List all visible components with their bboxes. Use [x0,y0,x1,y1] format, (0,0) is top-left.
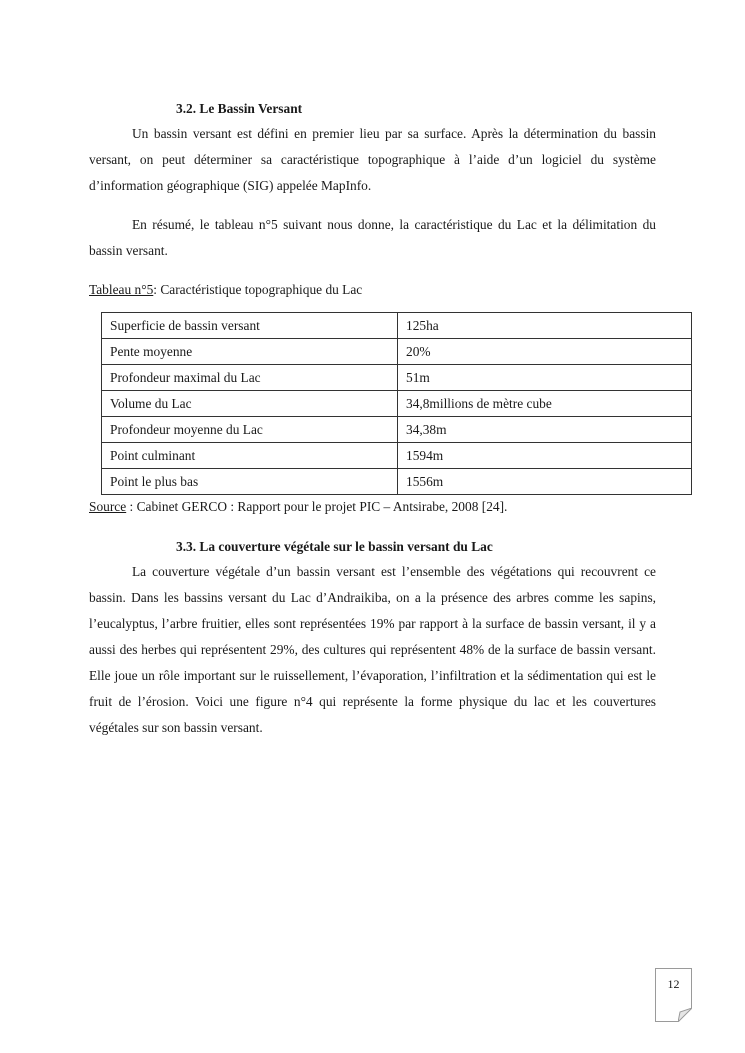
table-row [102,417,692,443]
section-3-3-paragraph: La couverture végétale d’un bassin versant est l’ensemble des végétations qui recouvrent ce bassin. Dans les bassins versant du Lac d’Andraikiba, on a la présence des arbres comme les sapins, l’eucalyptus, l’arbre fruitier, elles sont représentées 19% par rapport à la surface de bassin versant, il y a aussi des herbes qui représentent 29%, des cultures qui représentent 48% de la surface de bassin versant. Elle joue un rôle important sur le ruissellement, l’évaporation, l’infiltration et la sédimentation qui est le fruit de l’érosion. Voici une figure n°4 qui représente la forme physique du lac et les couvertures végétales sur son bassin versant. [89,564,656,735]
table-cell-label: Point culminant [102,443,398,469]
table-cell-value: 1594m [398,443,692,469]
table-cell-label: Point le plus bas [102,469,398,495]
section-3-3-title: 3.3. La couverture végétale sur le bassin versant du Lac [176,539,493,554]
table-row [102,443,692,469]
section-3-2-title: 3.2. Le Bassin Versant [176,101,303,116]
table-caption-label: Tableau n°5 [89,282,154,297]
table-caption-text: : Caractéristique topographique du Lac [153,282,363,297]
page-corner-fold-icon [678,1008,692,1022]
table-cell-label: Profondeur moyenne du Lac [102,417,398,443]
topography-table-body [102,313,692,495]
table-cell-label: Superficie de bassin versant [102,313,398,339]
section-3-2-paragraph-1: Un bassin versant est défini en premier lieu par sa surface. Après la détermination du bassin versant, on peut déterminer sa caractéristique topographique à l’aide d’un logiciel du système d’information géographique (SIG) appelée MapInfo. [89,126,656,193]
table-cell-value: 20% [398,339,692,365]
table-cell-value: 1556m [398,469,692,495]
table-row [102,469,692,495]
table-cell-value: 34,8millions de mètre cube [398,391,692,417]
table-cell-label: Profondeur maximal du Lac [102,365,398,391]
table-cell-value: 125ha [398,313,692,339]
table-row [102,339,692,365]
table-row [102,391,692,417]
table-cell-value: 34,38m [398,417,692,443]
table-cell-label: Pente moyenne [102,339,398,365]
table-row [102,365,692,391]
topography-table [101,312,692,495]
section-3-2-paragraph-2: En résumé, le tableau n°5 suivant nous donne, la caractéristique du Lac et la délimitation du bassin versant. [89,217,656,258]
table-caption [89,282,362,298]
table-source [89,499,507,515]
table-row [102,313,692,339]
table-cell-value: 51m [398,365,692,391]
table-source-text: : Cabinet GERCO : Rapport pour le projet PIC – Antsirabe, 2008 [24]. [126,499,508,514]
table-cell-label: Volume du Lac [102,391,398,417]
page-number-box [655,968,692,1022]
page-number: 12 [667,977,680,991]
table-source-label: Source [89,499,127,514]
